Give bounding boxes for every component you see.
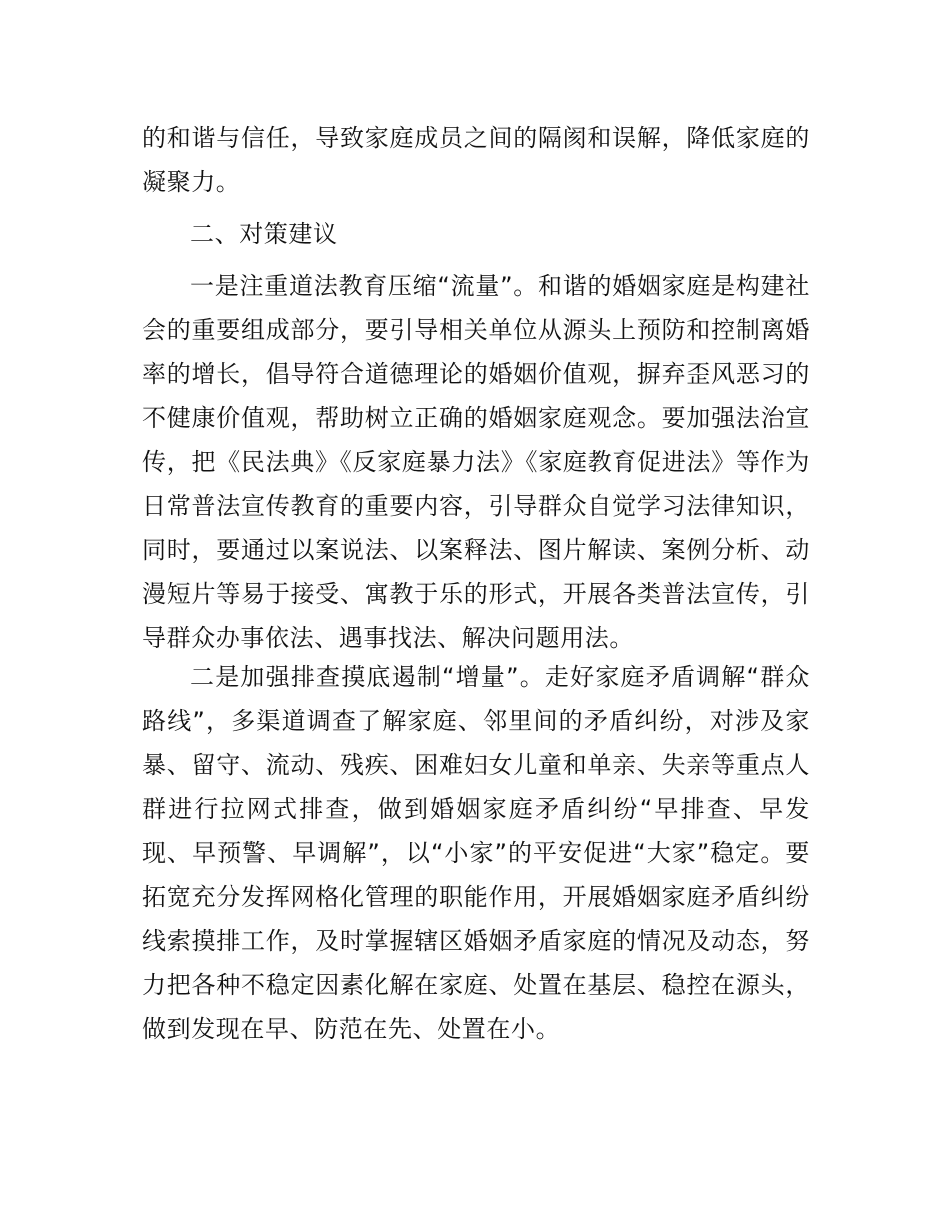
recommendation-two-paragraph: 二是加强排查摸底遏制“增量”。走好家庭矛盾调解“群众路线”，多渠道调查了解家庭、邻里间的矛盾纠纷，对涉及家暴、留守、流动、残疾、困难妇女儿童和单亲、失亲等重点人群进行拉网式排查，做到婚姻家庭矛盾纠纷“早排查、早发现、早预警、早调解”，以“小家”的平安促进“大家”稳定。要拓宽充分发挥网格化管理的职能作用，开展婚姻家庭矛盾纠纷线索摸排工作，及时掌握辖区婚姻矛盾家庭的情况及动态，努力把各种不稳定因素化解在家庭、处置在基层、稳控在源头，做到发现在早、防范在先、处置在小。 <box>142 663 810 1043</box>
section-heading: 二、对策建议 <box>190 220 338 248</box>
recommendation-one-paragraph: 一是注重道法教育压缩“流量”。和谐的婚姻家庭是构建社会的重要组成部分，要引导相关单位从源头上预防和控制离婚率的增长，倡导符合道德理论的婚姻价值观，摒弃歪风恶习的不健康价值观，帮助树立正确的婚姻家庭观念。要加强法治宣传，把《民法典》《反家庭暴力法》《家庭教育促进法》等作为日常普法宣传教育的重要内容，引导群众自觉学习法律知识，同时，要通过以案说法、以案释法、图片解读、案例分析、动漫短片等易于接受、寓教于乐的形式，开展各类普法宣传，引导群众办事依法、遇事找法、解决问题用法。 <box>142 272 810 652</box>
continued-paragraph: 的和谐与信任，导致家庭成员之间的隔阂和误解，降低家庭的凝聚力。 <box>142 124 810 196</box>
